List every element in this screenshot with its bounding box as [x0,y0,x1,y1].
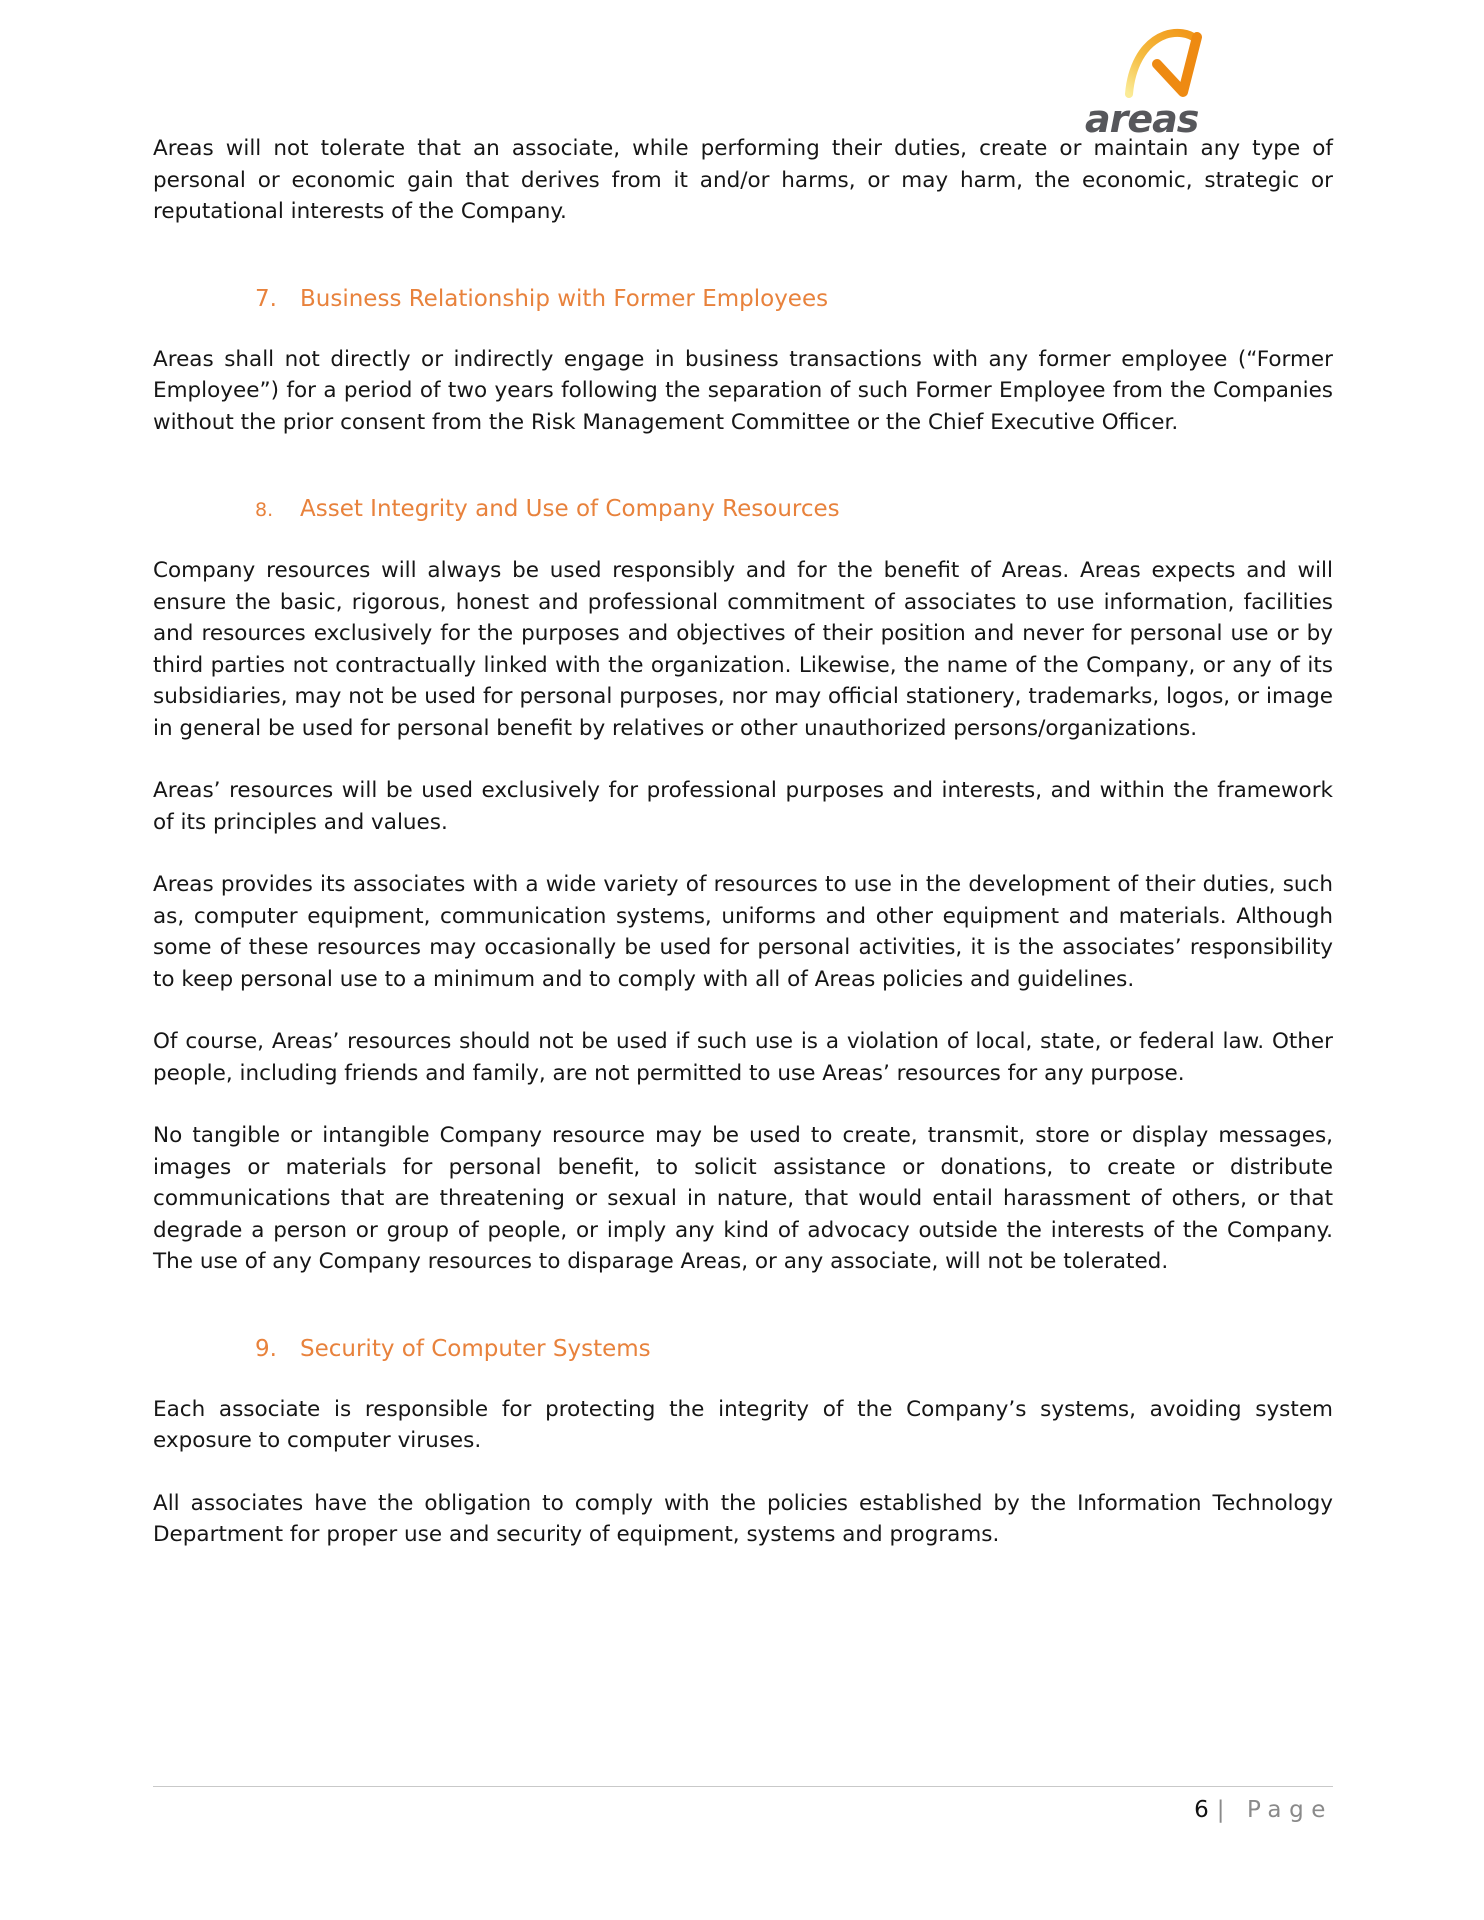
page-footer [153,1786,1333,1824]
page-label: | Page [1216,1797,1333,1823]
section-title: Asset Integrity and Use of Company Resources [300,496,840,522]
section-heading-8 [153,494,1333,525]
page-number: 6 [1194,1797,1209,1823]
paragraph: Company resources will always be used responsibly and for the benefit of Areas. Areas expects and will ensure the basic, rigorous, honest and professional commitment of associates to use information, facilities and resources exclusively for the purposes and objectives of their position and never for personal use or by third parties not contractually linked with the organization. Likewise, the name of the Company, or any of its subsidiaries, may not be used for personal purposes, nor may official stationery, trademarks, logos, or image in general be used for personal benefit by relatives or other unauthorized persons/organizations. [153,558,1333,741]
paragraph: Each associate is responsible for protecting the integrity of the Company’s systems, avoiding system exposure to computer viruses. [153,1396,1333,1453]
areas-logo-wordmark: areas [1085,97,1199,141]
areas-logo [1085,26,1215,141]
document-content [153,133,1333,1582]
paragraph: Areas shall not directly or indirectly engage in business transactions with any former employee (“Former Employee”) for a period of two years following the separation of such Former Employee from the Companies without the prior consent from the Risk Management Committee or the Chief Executive Officer. [153,346,1333,435]
section-number: 7. [255,285,277,312]
paragraph: Areas’ resources will be used exclusively for professional purposes and interests, and within the framework of its principles and values. [153,778,1333,835]
paragraph: Of course, Areas’ resources should not be used if such use is a violation of local, state, or federal law. Other people, including friends and family, are not permitted to use Areas’ resources for any purpose. [153,1029,1333,1086]
section-title: Security of Computer Systems [300,1335,651,1362]
section-heading-7 [153,284,1333,314]
section-heading-9 [153,1334,1333,1364]
areas-swoosh-icon [1123,26,1203,98]
section-title: Business Relationship with Former Employees [300,285,829,312]
paragraph: All associates have the obligation to comply with the policies established by the Information Technology Department for proper use and security of equipment, systems and programs. [153,1490,1333,1547]
paragraph: No tangible or intangible Company resource may be used to create, transmit, store or display messages, images or materials for personal benefit, to solicit assistance or donations, to create or distribute communications that are threatening or sexual in nature, that would entail harassment of others, or that degrade a person or group of people, or imply any kind of advocacy outside the interests of the Company. The use of any Company resources to disparage Areas, or any associate, will not be tolerated. [153,1123,1333,1274]
section-number: 9. [255,1335,277,1362]
paragraph-intro: Areas will not tolerate that an associate, while performing their duties, create or maintain any type of personal or economic gain that derives from it and/or harms, or may harm, the economic, strategic or reputational interests of the Company. [153,136,1333,224]
paragraph: Areas provides its associates with a wide variety of resources to use in the development of their duties, such as, computer equipment, communication systems, uniforms and other equipment and materials. Although some of these resources may occasionally be used for personal activities, it is the associates’ responsibility to keep personal use to a minimum and to comply with all of Areas policies and guidelines. [153,872,1333,992]
section-number: 8. [255,499,274,521]
